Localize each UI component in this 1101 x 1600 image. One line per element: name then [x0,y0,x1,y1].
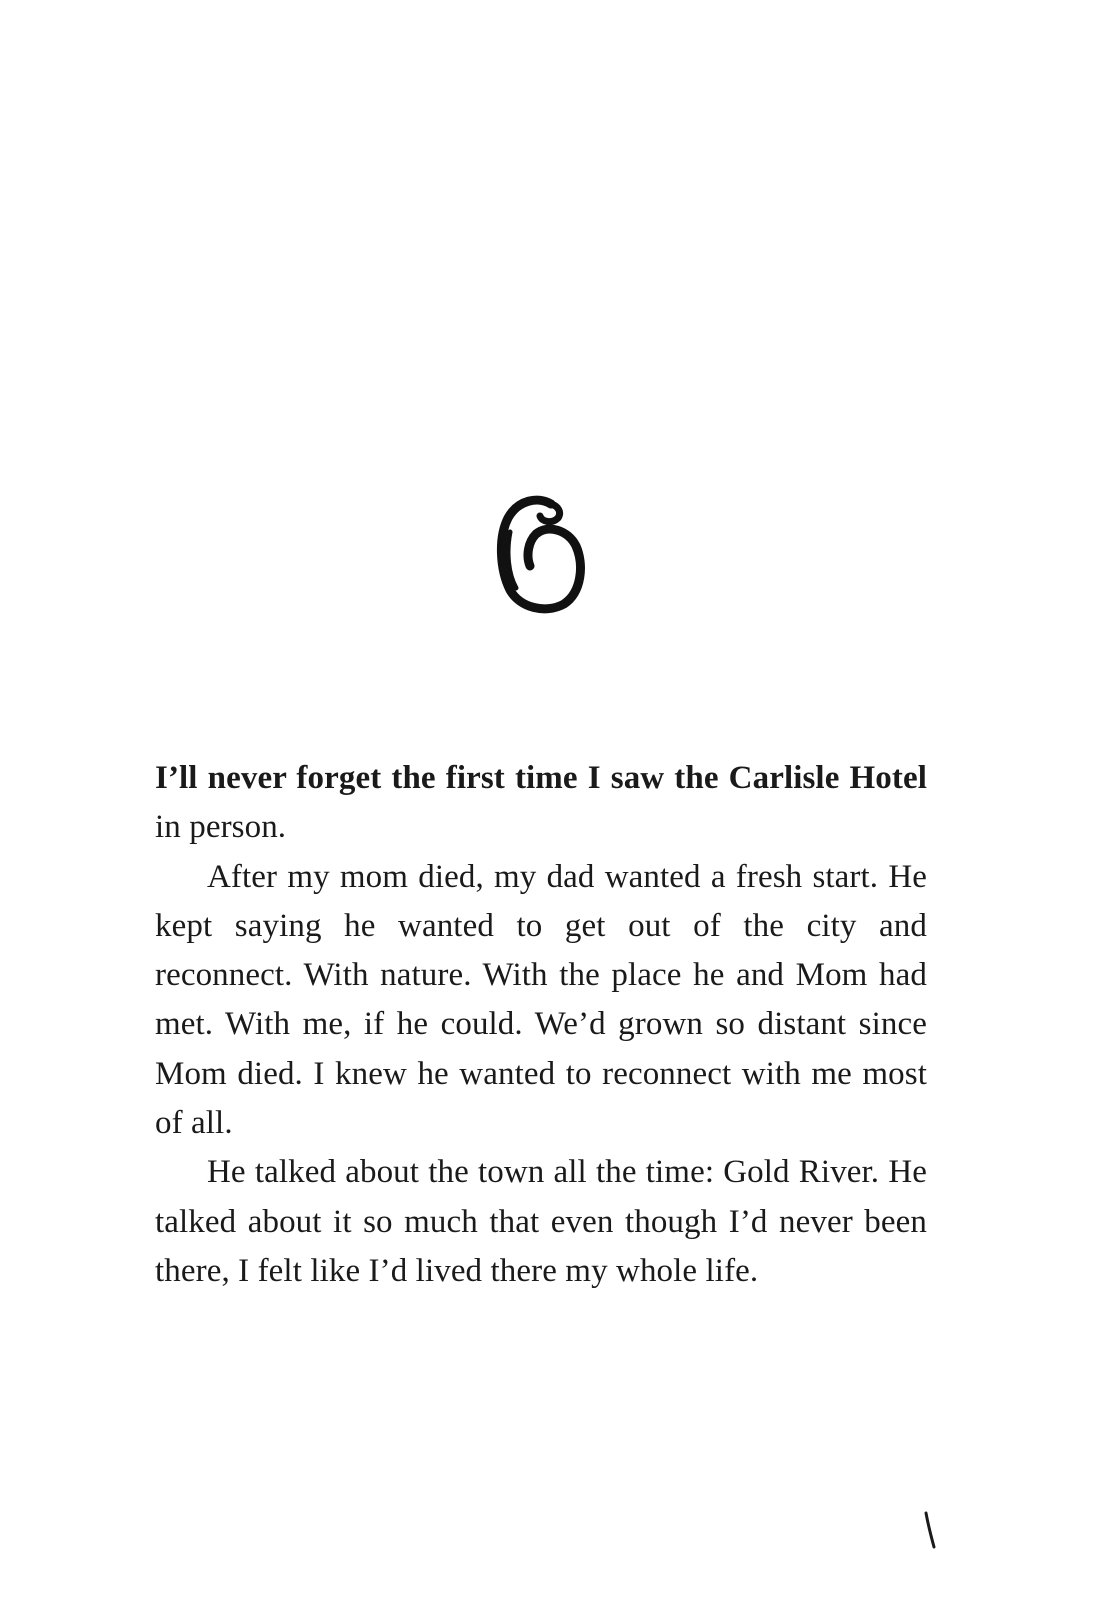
chapter-number-six-icon [496,492,588,614]
page-number-icon [923,1510,937,1550]
opening-paragraph [155,754,927,853]
opening-lead-in: I’ll never forget the first time I saw the Carlisle Hotel [155,760,927,796]
chapter-body-text [155,754,927,1296]
body-paragraph: He talked about the town all the time: Gold River. He talked about it so much that even though I’d never been there, I felt like I’d lived there my whole life. [155,1154,927,1289]
opening-paragraph-text: in person. [155,809,287,846]
body-paragraph: After my mom died, my dad wanted a fresh start. He kept saying he wanted to get out of the city and reconnect. With nature. With the place he and Mom had met. With me, if he could. We’d grown so distant since Mom died. I knew he wanted to reconnect with me most of all. [155,858,927,1142]
